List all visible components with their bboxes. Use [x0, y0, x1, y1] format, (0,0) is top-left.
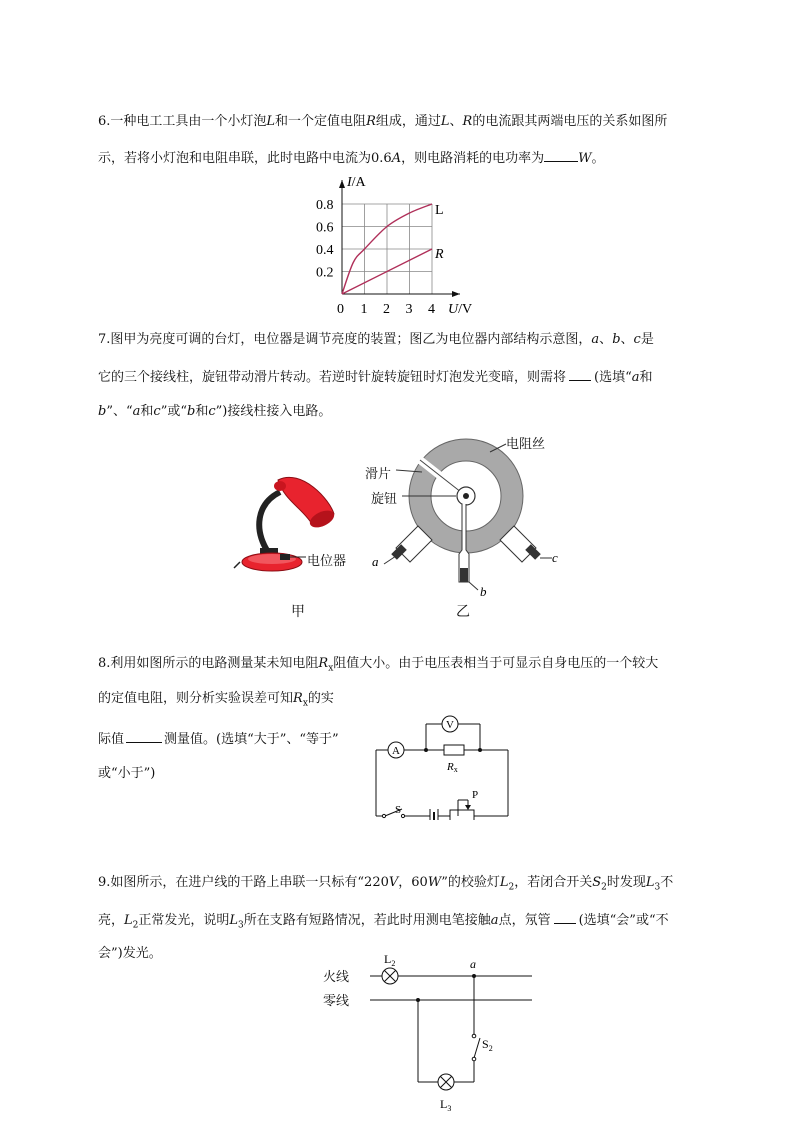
symbol-a: a [591, 332, 600, 347]
text: 9.如图所示，在进户线的干路上串联一只标有“220 [98, 875, 389, 890]
text: ”、“ [106, 404, 133, 419]
text: 和 [140, 404, 154, 419]
q9-line-3: 会”)发光。 [98, 946, 162, 961]
symbol-a: a [490, 913, 499, 928]
text: 正常发光，说明 [138, 913, 230, 928]
slider-label: 滑片 [365, 467, 392, 482]
switch-contact [382, 814, 385, 817]
junction [424, 748, 428, 752]
x-axis-arrow [452, 291, 460, 297]
q6-line-1 [98, 114, 667, 130]
q7-line-2 [98, 368, 653, 386]
text: (选填“会”或“不 [578, 913, 669, 928]
symbol-b: b [186, 404, 196, 419]
text: 8.利用如图所示的电路测量某未知电阻 [98, 656, 319, 671]
lamp-joint [274, 481, 286, 491]
symbol-a: a [631, 370, 640, 385]
text: 亮， [98, 913, 125, 928]
symbol-L: L [645, 875, 655, 890]
q6-line-2 [98, 149, 604, 167]
text: 和一个定值电阻 [275, 114, 367, 129]
potentiometer-knob [280, 554, 290, 560]
text: ，则电路消耗的电功率为 [401, 151, 545, 166]
q9-line-1 [98, 875, 673, 896]
potentiometer-label: 电位器 [307, 554, 347, 569]
slider-arrow [465, 805, 471, 810]
label-b: b [480, 584, 487, 599]
lamp-cord [234, 562, 240, 568]
text: 、 [449, 114, 463, 129]
voltmeter-label: V [446, 719, 454, 731]
chart-ticks [316, 198, 435, 317]
q8-line-4: 或“小于”) [98, 766, 156, 781]
series-label-R: R [435, 247, 444, 262]
text: 6.一种电工工具由一个小灯泡 [98, 114, 267, 129]
q9-circuit [366, 946, 538, 1116]
x-tick-label: 2 [383, 302, 390, 317]
y-tick-label: 0.8 [316, 198, 334, 213]
symbol-R: R [462, 114, 473, 129]
subscript: 3 [654, 882, 661, 893]
label-a: a [372, 554, 379, 569]
unit-V: V [388, 875, 399, 890]
text: ”或“ [160, 404, 187, 419]
answer-blank[interactable] [126, 730, 162, 743]
text: 7.图甲为亮度可调的台灯，电位器是调节亮度的装置；图乙为电位器内部结构示意图， [98, 332, 592, 347]
subscript: x [302, 698, 308, 709]
rx-label: Rx [447, 761, 458, 774]
label-c: c [552, 550, 558, 565]
symbol-c: c [208, 404, 216, 419]
resistor-wire-label: 电阻丝 [506, 437, 546, 452]
symbol-S: S [592, 875, 602, 890]
text: 际值 [98, 732, 125, 747]
subscript: 2 [508, 882, 515, 893]
switch-contact [401, 814, 404, 817]
y-axis-arrow [339, 180, 345, 188]
resistor-rx [444, 745, 464, 755]
y-tick-label: 0.6 [316, 220, 334, 236]
text: 测量值。(选填“大于”、“等于” [164, 732, 339, 747]
x-tick-label: 3 [405, 302, 413, 317]
symbol-R: R [293, 691, 303, 706]
text: 时发现 [606, 875, 646, 890]
text: 组成，通过 [375, 114, 441, 129]
ammeter-label: A [392, 745, 400, 757]
text: 是 [640, 332, 654, 347]
q6-iu-chart [310, 172, 480, 320]
q7-line-1 [98, 332, 654, 348]
symbol-L: L [440, 114, 450, 129]
rheostat-label: P [472, 789, 479, 801]
figure-label-jia: 甲 [291, 604, 305, 620]
text: (选填“ [594, 370, 632, 385]
q8-line-3 [98, 730, 339, 748]
leader-b [469, 582, 478, 590]
label-S2: $S_2$ [482, 1037, 493, 1053]
text: 所在支路有短路情况，若此时用测电笔接触 [243, 913, 491, 928]
text: 、 [620, 332, 634, 347]
y-tick-label: 0.4 [316, 243, 334, 258]
text: 和 [195, 404, 209, 419]
text: 和 [639, 370, 653, 385]
label-L3: $L_3$ [440, 1097, 452, 1113]
label-L2: $L_2$ [384, 952, 396, 968]
subscript: 2 [132, 920, 139, 931]
symbol-b: b [98, 404, 107, 419]
switch-s2-blade [474, 1038, 480, 1058]
text: 。 [591, 151, 605, 166]
q8-line-1 [98, 656, 658, 677]
subscript: 2 [601, 882, 607, 893]
live-wire-label: 火线 [323, 970, 350, 985]
symbol-b: b [612, 332, 621, 347]
text: 点，氖管 [498, 913, 551, 928]
symbol-c: c [153, 404, 161, 419]
switch-contact [472, 1057, 476, 1061]
x-tick-label: 4 [428, 302, 435, 317]
symbol-R: R [366, 114, 376, 129]
text: 的电流跟其两端电压的关系如图所 [472, 114, 668, 129]
text: 的定值电阻，则分析实验误差可知 [98, 691, 294, 706]
text: 不 [660, 875, 674, 890]
text: 它的三个接线柱，旋钮带动滑片转动。若逆时针旋转旋钮时灯泡发光变暗，则需将 [98, 370, 567, 385]
chart-axes [339, 180, 460, 297]
switch-label: S [395, 804, 402, 816]
text: ，若闭合开关 [514, 875, 593, 890]
rheostat [450, 810, 474, 820]
switch-contact [472, 1034, 476, 1038]
symbol-L: L [266, 114, 276, 129]
x-tick-label: 1 [360, 302, 368, 317]
subscript: x [328, 663, 334, 674]
knob-center [463, 493, 469, 499]
subscript: 3 [238, 920, 244, 931]
terminal-b-pin [460, 568, 468, 582]
q8-line-2 [98, 691, 334, 712]
series-label-L: L [435, 203, 444, 218]
unit-W: W [578, 151, 592, 166]
symbol-c: c [633, 332, 641, 347]
text: ”的校验灯 [441, 875, 500, 890]
unit-A: A [391, 151, 402, 166]
answer-blank[interactable] [569, 368, 591, 381]
junction [416, 998, 420, 1002]
text: 阻值大小。由于电压表相当于可显示自身电压的一个较大 [333, 656, 659, 671]
text: 的实 [307, 691, 334, 706]
text: 示，若将小灯泡和电阻串联，此时电路中电流为0.6 [98, 151, 392, 166]
y-tick-label: 0.2 [316, 265, 334, 281]
text: ，60 [398, 875, 428, 890]
neutral-wire-label: 零线 [323, 994, 350, 1009]
symbol-L: L [499, 875, 509, 890]
text: ”)接线柱接入电路。 [215, 404, 332, 419]
potentiometer-structure [360, 430, 570, 600]
unit-W: W [427, 875, 442, 890]
text: 、 [599, 332, 613, 347]
answer-blank[interactable] [554, 911, 576, 924]
figure-label-yi: 乙 [456, 604, 470, 620]
q9-line-2 [98, 911, 669, 934]
lamp-neck [259, 492, 280, 552]
x-axis-label: U/V [448, 302, 473, 317]
symbol-a: a [132, 404, 141, 419]
point-a [472, 974, 476, 978]
symbol-R: R [318, 656, 329, 671]
q7-line-3 [98, 404, 331, 420]
knob-label: 旋钮 [371, 492, 398, 507]
junction [478, 748, 482, 752]
y-axis-label: I/A [347, 175, 366, 190]
origin-label: 0 [337, 302, 344, 317]
q8-circuit [368, 712, 518, 820]
chart-grid [342, 204, 432, 294]
leader-a [384, 556, 396, 564]
label-a: a [470, 957, 476, 971]
answer-blank[interactable] [544, 149, 578, 162]
symbol-L: L [229, 913, 239, 928]
symbol-L: L [124, 913, 133, 928]
